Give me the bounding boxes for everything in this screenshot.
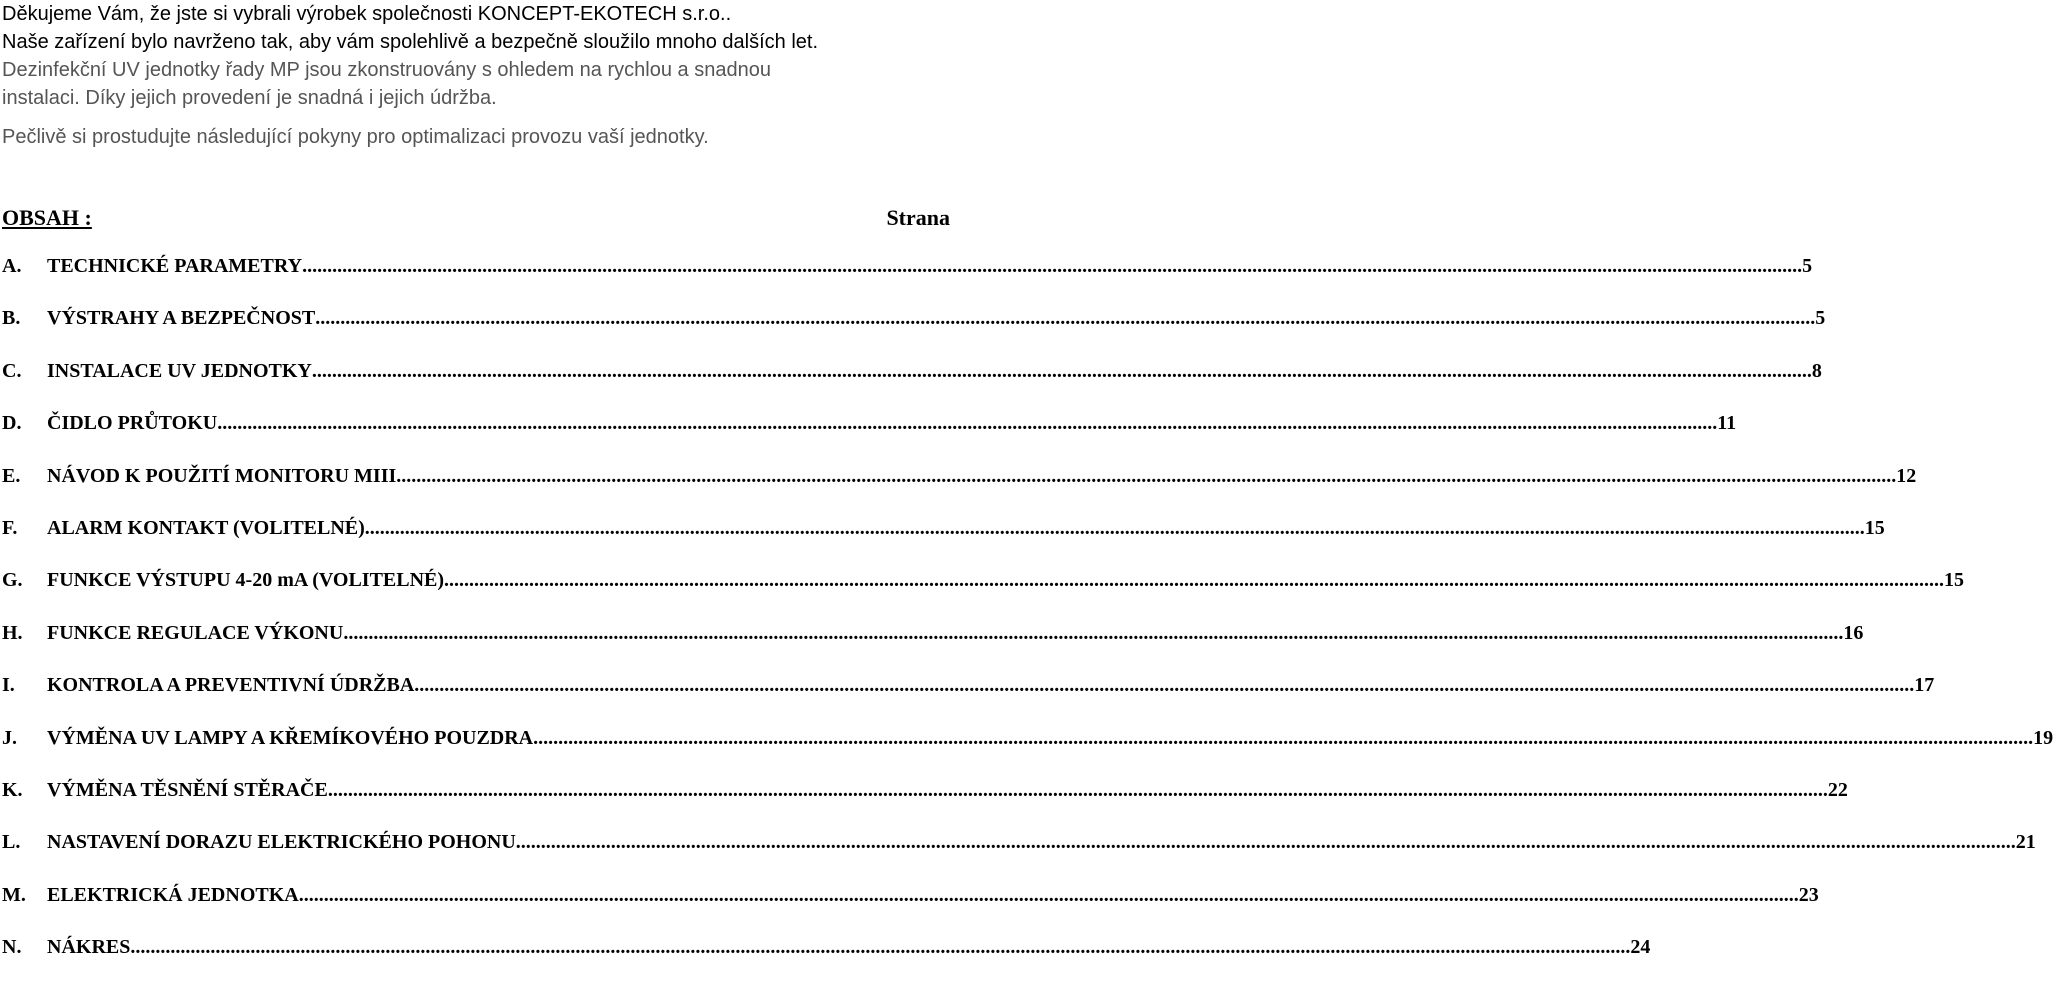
toc-entry-title: VÝMĚNA UV LAMPY A KŘEMÍKOVÉHO POUZDRA	[47, 726, 534, 749]
toc-entry-page: 19	[2033, 726, 2054, 749]
toc-entry-leader: ............................................................................................................................................................................................................................................................................................................	[315, 307, 1816, 330]
toc-entry[interactable]	[2, 936, 1651, 964]
toc-entry-title: FUNKCE VÝSTUPU 4-20 mA (VOLITELNÉ)	[47, 569, 445, 592]
toc-entry-page: 17	[1914, 674, 1935, 697]
toc-entry-page: 21	[2015, 831, 2036, 854]
toc-entry-leader: ............................................................................................................................................................................................................................................................................................................	[311, 359, 1812, 382]
toc-entry-leader: ............................................................................................................................................................................................................................................................................................................	[533, 726, 2034, 749]
toc-entry[interactable]	[2, 779, 1848, 807]
toc-entry-title: NÁKRES	[47, 936, 131, 959]
toc-entry-title: VÝMĚNA TĚSNĚNÍ STĚRAČE	[47, 779, 328, 801]
instruction-text: Pečlivě si prostudujte následující pokyny pro optimalizaci provozu vaší jednotky.	[2, 126, 709, 148]
toc-entry[interactable]	[2, 359, 1822, 388]
toc-entry-leader: ............................................................................................................................................................................................................................................................................................................	[327, 779, 1828, 801]
toc-entry[interactable]	[2, 517, 1885, 545]
toc-header	[2, 205, 950, 231]
toc-entry-letter: K.	[2, 779, 23, 801]
toc-entry-page: 15	[1864, 517, 1885, 539]
toc-entry-page: 15	[1944, 569, 1965, 592]
toc-entry-page: 23	[1798, 883, 1819, 906]
toc-entry-leader: ............................................................................................................................................................................................................................................................................................................	[130, 936, 1631, 959]
toc-entry-leader: ............................................................................................................................................................................................................................................................................................................	[343, 621, 1844, 644]
toc-entry-letter: I.	[2, 674, 15, 697]
toc-entry-letter: L.	[2, 831, 21, 854]
toc-entry-letter: B.	[2, 307, 21, 330]
toc-entry-page: 16	[1843, 621, 1864, 644]
toc-entry-letter: H.	[2, 621, 23, 644]
toc-entry-page: 12	[1896, 464, 1917, 487]
toc-entry-leader: ............................................................................................................................................................................................................................................................................................................	[396, 464, 1897, 487]
toc-entry-leader: ............................................................................................................................................................................................................................................................................................................	[414, 674, 1915, 697]
toc-entry-letter: D.	[2, 412, 22, 435]
toc-entry-title: VÝSTRAHY A BEZPEČNOST	[47, 307, 316, 330]
intro-line-2: Naše zařízení bylo navrženo tak, aby vám spolehlivě a bezpečně sloužilo mnoho dalších let.	[2, 31, 819, 53]
toc-entry-letter: J.	[2, 726, 17, 749]
toc-entry-title: TECHNICKÉ PARAMETRY	[47, 255, 303, 277]
toc-entry-page: 22	[1827, 779, 1848, 801]
toc-entry-title: FUNKCE REGULACE VÝKONU	[47, 621, 344, 644]
toc-entry-title: NÁVOD K POUŽITÍ MONITORU MIII	[47, 464, 397, 487]
toc-entry-title: ČIDLO PRŮTOKU	[47, 412, 218, 435]
toc-entry[interactable]	[2, 255, 1813, 283]
toc-entry-leader: ............................................................................................................................................................................................................................................................................................................	[298, 883, 1799, 906]
toc-entry-leader: ............................................................................................................................................................................................................................................................................................................	[302, 255, 1803, 277]
toc-entry-leader: ............................................................................................................................................................................................................................................................................................................	[515, 831, 2016, 854]
toc-entry-letter: F.	[2, 517, 18, 539]
toc-entry-leader: ............................................................................................................................................................................................................................................................................................................	[444, 569, 1945, 592]
toc-entry-letter: E.	[2, 464, 21, 487]
intro-line-3: Dezinfekční UV jednotky řady MP jsou zkonstruovány s ohledem na rychlou a snadnou	[2, 59, 771, 81]
toc-page-heading: Strana	[886, 205, 950, 230]
toc-entry[interactable]	[2, 569, 1965, 597]
toc-entry-page: 8	[1811, 359, 1822, 382]
toc-entry[interactable]	[2, 412, 1737, 440]
toc-entry-page: 11	[1717, 412, 1737, 435]
toc-entry[interactable]	[2, 726, 2054, 755]
intro-line-4: instalaci. Díky jejich provedení je snadná i jejich údržba.	[2, 87, 497, 109]
toc-entry-title: NASTAVENÍ DORAZU ELEKTRICKÉHO POHONU	[47, 831, 516, 854]
toc-entry-title: KONTROLA A PREVENTIVNÍ ÚDRŽBA	[47, 674, 415, 697]
intro-line-1: Děkujeme Vám, že jste si vybrali výrobek společnosti KONCEPT-EKOTECH s.r.o..	[2, 3, 732, 25]
intro-paragraph	[2, 0, 952, 112]
toc-entry-leader: ............................................................................................................................................................................................................................................................................................................	[364, 517, 1865, 539]
toc-entry[interactable]	[2, 621, 1864, 650]
toc-entry-page: 5	[1815, 307, 1826, 330]
toc-entry[interactable]	[2, 883, 1819, 912]
toc-entry-page: 24	[1630, 936, 1651, 959]
toc-entry[interactable]	[2, 464, 1917, 493]
toc-entry[interactable]	[2, 307, 1826, 335]
toc-entry[interactable]	[2, 674, 1935, 702]
toc-entry-letter: M.	[2, 883, 26, 906]
toc-entry[interactable]	[2, 831, 2036, 859]
toc-heading: OBSAH :	[2, 205, 92, 230]
toc-entry-letter: N.	[2, 936, 22, 959]
toc-entry-title: ALARM KONTAKT (VOLITELNÉ)	[47, 517, 365, 539]
toc-entry-leader: ............................................................................................................................................................................................................................................................................................................	[217, 412, 1718, 435]
toc-entry-letter: G.	[2, 569, 23, 592]
toc-entry-title: ELEKTRICKÁ JEDNOTKA	[47, 883, 299, 906]
toc-entry-title: INSTALACE UV JEDNOTKY	[47, 359, 312, 382]
toc-entry-letter: A.	[2, 255, 22, 277]
toc-entry-letter: C.	[2, 359, 22, 382]
toc-entry-page: 5	[1802, 255, 1813, 277]
